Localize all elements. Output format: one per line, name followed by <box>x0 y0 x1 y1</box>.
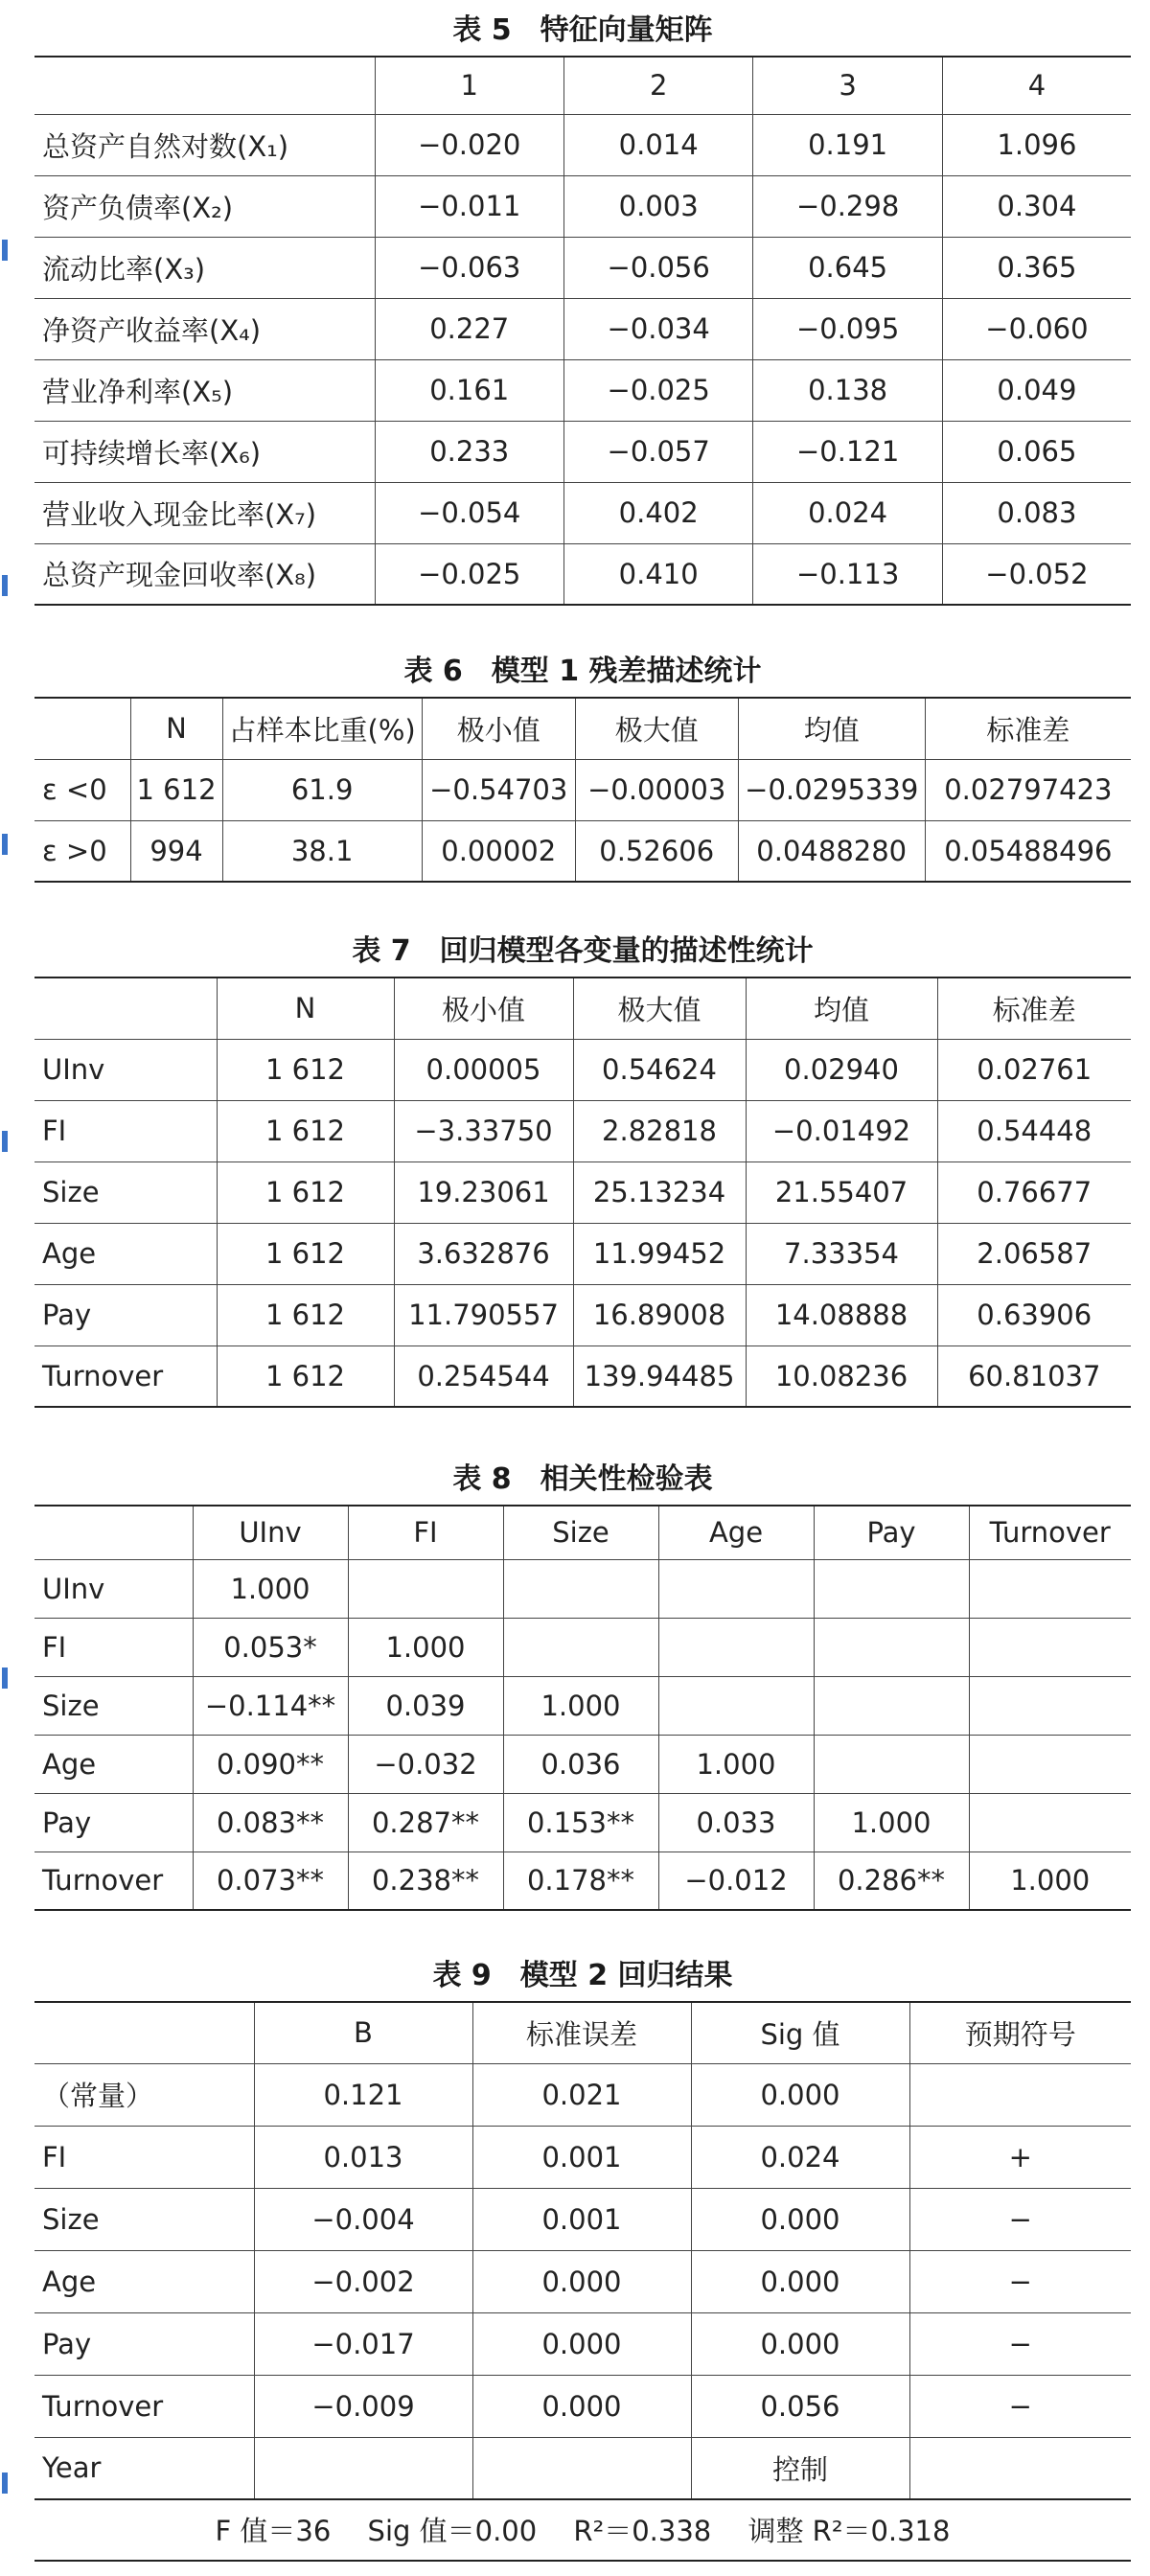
row-label: ε >0 <box>34 820 130 882</box>
column-header: 标准差 <box>925 698 1131 759</box>
table-9-footer: F 值＝36 Sig 值＝0.00 R²＝0.338 调整 R²＝0.318 <box>34 2500 1131 2562</box>
column-header: 1 <box>375 57 564 114</box>
table-7-section <box>34 934 1131 1408</box>
column-header: 预期符号 <box>909 2002 1131 2063</box>
table-cell: 11.99452 <box>573 1223 746 1284</box>
table-cell: − <box>909 2375 1131 2437</box>
table-cell: 14.08888 <box>746 1284 937 1346</box>
margin-mark <box>2 1668 8 1689</box>
table-row <box>34 543 1131 605</box>
row-label: 可持续增长率(X₆) <box>34 421 375 482</box>
column-header: 标准差 <box>937 978 1131 1039</box>
table-cell: − <box>909 2188 1131 2250</box>
table-cell: 0.039 <box>348 1676 503 1735</box>
table-cell: 0.053* <box>193 1618 348 1676</box>
table-cell: −0.00003 <box>575 759 738 820</box>
table-row <box>34 1676 1131 1735</box>
table-cell: 1.000 <box>658 1735 814 1793</box>
table-cell: 3.632876 <box>394 1223 573 1284</box>
table-cell: −0.011 <box>375 175 564 237</box>
table-cell: −0.025 <box>375 543 564 605</box>
table-cell: 0.138 <box>753 359 942 421</box>
margin-mark <box>2 834 8 855</box>
column-header: Pay <box>814 1506 969 1559</box>
header-corner-cell <box>34 2002 254 2063</box>
row-label: Pay <box>34 1284 217 1346</box>
table-cell: −0.298 <box>753 175 942 237</box>
table-cell: 0.013 <box>254 2126 472 2188</box>
table-cell <box>969 1559 1131 1618</box>
header-row <box>34 57 1131 114</box>
column-header: UInv <box>193 1506 348 1559</box>
table-cell: 0.402 <box>564 482 752 543</box>
row-label: FI <box>34 2126 254 2188</box>
table-8-section <box>34 1462 1131 1911</box>
table-cell: − <box>909 2250 1131 2312</box>
margin-mark <box>2 1131 8 1152</box>
table-cell <box>969 1793 1131 1852</box>
table-row <box>34 1852 1131 1910</box>
table-cell: 1 612 <box>217 1039 394 1100</box>
header-corner-cell <box>34 978 217 1039</box>
table-cell: 0.049 <box>942 359 1131 421</box>
table-cell: 0.238** <box>348 1852 503 1910</box>
table-cell <box>969 1735 1131 1793</box>
table-row <box>34 1618 1131 1676</box>
table-row <box>34 114 1131 175</box>
table-cell: − <box>909 2312 1131 2375</box>
table-cell: 0.036 <box>503 1735 658 1793</box>
table-cell: −0.095 <box>753 298 942 359</box>
table-cell: 19.23061 <box>394 1162 573 1223</box>
table-cell: 0.63906 <box>937 1284 1131 1346</box>
table-row <box>34 2250 1131 2312</box>
table-cell: 0.00005 <box>394 1039 573 1100</box>
table-cell: −0.017 <box>254 2312 472 2375</box>
table-cell <box>658 1676 814 1735</box>
table-row <box>34 2188 1131 2250</box>
row-label: 流动比率(X₃) <box>34 237 375 298</box>
table-cell: 0.033 <box>658 1793 814 1852</box>
row-label: Size <box>34 1676 193 1735</box>
table-cell: −0.054 <box>375 482 564 543</box>
header-row <box>34 2002 1131 2063</box>
table-8 <box>34 1505 1131 1911</box>
table-7-title: 表 7 回归模型各变量的描述性统计 <box>352 934 814 968</box>
table-cell: 2.82818 <box>573 1100 746 1162</box>
table-cell: 1 612 <box>217 1100 394 1162</box>
table-cell: −0.113 <box>753 543 942 605</box>
table-5 <box>34 56 1131 606</box>
column-header: Sig 值 <box>691 2002 909 2063</box>
table-cell: 0.233 <box>375 421 564 482</box>
table-cell: 0.056 <box>691 2375 909 2437</box>
table-cell: 1.000 <box>193 1559 348 1618</box>
table-cell: −0.063 <box>375 237 564 298</box>
table-row <box>34 359 1131 421</box>
table-5-section <box>34 13 1131 606</box>
table-6 <box>34 697 1131 883</box>
table-cell <box>503 1559 658 1618</box>
table-cell: 60.81037 <box>937 1346 1131 1407</box>
column-header: 极大值 <box>573 978 746 1039</box>
table-cell: 2.06587 <box>937 1223 1131 1284</box>
table-cell: −0.121 <box>753 421 942 482</box>
table-cell: 1.000 <box>503 1676 658 1735</box>
table-8-title: 表 8 相关性检验表 <box>452 1462 713 1496</box>
header-corner-cell <box>34 1506 193 1559</box>
table-row <box>34 482 1131 543</box>
table-cell: 0.287** <box>348 1793 503 1852</box>
column-header: 标准误差 <box>472 2002 691 2063</box>
table-cell: 0.024 <box>753 482 942 543</box>
header-row <box>34 1506 1131 1559</box>
table-row <box>34 2126 1131 2188</box>
table-cell <box>254 2437 472 2499</box>
column-header: 2 <box>564 57 752 114</box>
column-header: 极小值 <box>422 698 575 759</box>
row-label: Year <box>34 2437 254 2499</box>
table-cell: 0.083 <box>942 482 1131 543</box>
table-cell: 10.08236 <box>746 1346 937 1407</box>
column-header: 4 <box>942 57 1131 114</box>
table-cell: 0.021 <box>472 2063 691 2126</box>
table-cell: 0.54624 <box>573 1039 746 1100</box>
table-row <box>34 175 1131 237</box>
row-label: 营业收入现金比率(X₇) <box>34 482 375 543</box>
header-row <box>34 978 1131 1039</box>
row-label: 总资产现金回收率(X₈) <box>34 543 375 605</box>
column-header: 占样本比重(%) <box>222 698 422 759</box>
table-cell: 0.178** <box>503 1852 658 1910</box>
table-cell <box>969 1676 1131 1735</box>
table-cell: −0.004 <box>254 2188 472 2250</box>
table-5-title: 表 5 特征向量矩阵 <box>452 13 713 47</box>
table-cell: −0.009 <box>254 2375 472 2437</box>
table-row <box>34 1793 1131 1852</box>
header-row <box>34 698 1131 759</box>
table-row <box>34 820 1131 882</box>
table-cell: 0.065 <box>942 421 1131 482</box>
table-cell: 1 612 <box>217 1346 394 1407</box>
row-label: 总资产自然对数(X₁) <box>34 114 375 175</box>
table-cell: 0.000 <box>691 2312 909 2375</box>
table-cell: −0.020 <box>375 114 564 175</box>
table-cell: 7.33354 <box>746 1223 937 1284</box>
table-row <box>34 2375 1131 2437</box>
table-cell: 1.000 <box>969 1852 1131 1910</box>
table-cell <box>814 1676 969 1735</box>
row-label: UInv <box>34 1039 217 1100</box>
table-cell: −0.032 <box>348 1735 503 1793</box>
table-cell: 0.54448 <box>937 1100 1131 1162</box>
table-cell: −0.01492 <box>746 1100 937 1162</box>
table-cell: 38.1 <box>222 820 422 882</box>
row-label: Size <box>34 1162 217 1223</box>
table-cell: 0.365 <box>942 237 1131 298</box>
table-cell: 0.000 <box>472 2312 691 2375</box>
table-cell: 0.090** <box>193 1735 348 1793</box>
table-row <box>34 1039 1131 1100</box>
table-cell: 25.13234 <box>573 1162 746 1223</box>
table-cell: 0.05488496 <box>925 820 1131 882</box>
table-row <box>34 1100 1131 1162</box>
column-header: N <box>217 978 394 1039</box>
header-corner-cell <box>34 57 375 114</box>
table-7 <box>34 977 1131 1408</box>
row-label: 营业净利率(X₅) <box>34 359 375 421</box>
table-cell: 0.000 <box>691 2188 909 2250</box>
row-label: Pay <box>34 2312 254 2375</box>
table-row <box>34 759 1131 820</box>
row-label: 资产负债率(X₂) <box>34 175 375 237</box>
table-cell: −0.012 <box>658 1852 814 1910</box>
column-header: 极大值 <box>575 698 738 759</box>
table-cell: −0.056 <box>564 237 752 298</box>
table-row <box>34 237 1131 298</box>
table-cell: 0.161 <box>375 359 564 421</box>
table-cell: 0.083** <box>193 1793 348 1852</box>
table-cell <box>472 2437 691 2499</box>
table-cell: 0.001 <box>472 2188 691 2250</box>
header-corner-cell <box>34 698 130 759</box>
table-row <box>34 2063 1131 2126</box>
table-row <box>34 298 1131 359</box>
column-header: 均值 <box>738 698 925 759</box>
table-cell: 1 612 <box>217 1284 394 1346</box>
table-cell: 0.410 <box>564 543 752 605</box>
table-cell <box>814 1735 969 1793</box>
margin-mark <box>2 2472 8 2494</box>
table-cell: −0.114** <box>193 1676 348 1735</box>
row-label: ε <0 <box>34 759 130 820</box>
row-label: FI <box>34 1100 217 1162</box>
column-header: FI <box>348 1506 503 1559</box>
table-cell: 61.9 <box>222 759 422 820</box>
row-label: Size <box>34 2188 254 2250</box>
row-label: FI <box>34 1618 193 1676</box>
table-cell: 0.52606 <box>575 820 738 882</box>
table-cell: 0.024 <box>691 2126 909 2188</box>
table-cell: 0.073** <box>193 1852 348 1910</box>
table-row <box>34 1162 1131 1223</box>
table-cell: 0.02797423 <box>925 759 1131 820</box>
table-row <box>34 1735 1131 1793</box>
column-header: Turnover <box>969 1506 1131 1559</box>
table-cell: 0.000 <box>472 2250 691 2312</box>
table-cell: −0.0295339 <box>738 759 925 820</box>
table-cell: 11.790557 <box>394 1284 573 1346</box>
table-cell: −0.025 <box>564 359 752 421</box>
table-cell: 0.227 <box>375 298 564 359</box>
table-cell: 0.003 <box>564 175 752 237</box>
table-cell: 0.254544 <box>394 1346 573 1407</box>
table-cell: 1.096 <box>942 114 1131 175</box>
table-cell: 0.304 <box>942 175 1131 237</box>
table-cell: 0.02761 <box>937 1039 1131 1100</box>
table-cell: 0.000 <box>472 2375 691 2437</box>
column-header: 极小值 <box>394 978 573 1039</box>
table-cell: 0.191 <box>753 114 942 175</box>
column-header: 3 <box>753 57 942 114</box>
row-label: Turnover <box>34 2375 254 2437</box>
table-cell: 1.000 <box>348 1618 503 1676</box>
margin-mark <box>2 575 8 596</box>
column-header: N <box>130 698 222 759</box>
table-cell: 控制 <box>691 2437 909 2499</box>
table-row <box>34 2437 1131 2499</box>
row-label: Age <box>34 1735 193 1793</box>
table-cell: −0.060 <box>942 298 1131 359</box>
table-row <box>34 1284 1131 1346</box>
table-cell: 139.94485 <box>573 1346 746 1407</box>
table-cell <box>348 1559 503 1618</box>
table-cell: 0.0488280 <box>738 820 925 882</box>
table-cell <box>814 1559 969 1618</box>
row-label: Turnover <box>34 1346 217 1407</box>
table-cell: 1.000 <box>814 1793 969 1852</box>
table-cell <box>909 2437 1131 2499</box>
table-cell: 21.55407 <box>746 1162 937 1223</box>
table-cell: −0.057 <box>564 421 752 482</box>
table-cell: −0.034 <box>564 298 752 359</box>
table-row <box>34 1223 1131 1284</box>
table-cell: 1 612 <box>217 1223 394 1284</box>
table-cell: 0.153** <box>503 1793 658 1852</box>
table-6-section <box>34 655 1131 883</box>
row-label: （常量） <box>34 2063 254 2126</box>
table-row <box>34 2312 1131 2375</box>
table-cell: 1 612 <box>130 759 222 820</box>
table-cell: 0.014 <box>564 114 752 175</box>
row-label: Age <box>34 2250 254 2312</box>
table-cell: 0.001 <box>472 2126 691 2188</box>
table-row <box>34 1559 1131 1618</box>
table-9 <box>34 2001 1131 2500</box>
column-header: B <box>254 2002 472 2063</box>
table-cell <box>658 1618 814 1676</box>
table-cell <box>814 1618 969 1676</box>
table-cell: −0.54703 <box>422 759 575 820</box>
table-cell <box>658 1559 814 1618</box>
table-cell: 0.286** <box>814 1852 969 1910</box>
row-label: 净资产收益率(X₄) <box>34 298 375 359</box>
table-row <box>34 421 1131 482</box>
table-cell: 0.000 <box>691 2250 909 2312</box>
table-row <box>34 1346 1131 1407</box>
table-6-title: 表 6 模型 1 残差描述统计 <box>403 655 762 688</box>
table-cell: 0.02940 <box>746 1039 937 1100</box>
table-cell: 0.121 <box>254 2063 472 2126</box>
table-cell: 16.89008 <box>573 1284 746 1346</box>
row-label: Age <box>34 1223 217 1284</box>
table-cell <box>969 1618 1131 1676</box>
column-header: 均值 <box>746 978 937 1039</box>
table-cell: −3.33750 <box>394 1100 573 1162</box>
table-cell: 0.76677 <box>937 1162 1131 1223</box>
table-cell: 994 <box>130 820 222 882</box>
column-header: Age <box>658 1506 814 1559</box>
column-header: Size <box>503 1506 658 1559</box>
table-cell <box>909 2063 1131 2126</box>
table-cell: + <box>909 2126 1131 2188</box>
table-9-title: 表 9 模型 2 回归结果 <box>432 1959 733 1992</box>
table-cell <box>503 1618 658 1676</box>
row-label: UInv <box>34 1559 193 1618</box>
row-label: Turnover <box>34 1852 193 1910</box>
row-label: Pay <box>34 1793 193 1852</box>
table-9-section <box>34 1959 1131 2562</box>
table-cell: −0.002 <box>254 2250 472 2312</box>
table-cell: 0.000 <box>691 2063 909 2126</box>
table-cell: 0.645 <box>753 237 942 298</box>
table-cell: −0.052 <box>942 543 1131 605</box>
margin-mark <box>2 240 8 261</box>
table-cell: 1 612 <box>217 1162 394 1223</box>
table-cell: 0.00002 <box>422 820 575 882</box>
